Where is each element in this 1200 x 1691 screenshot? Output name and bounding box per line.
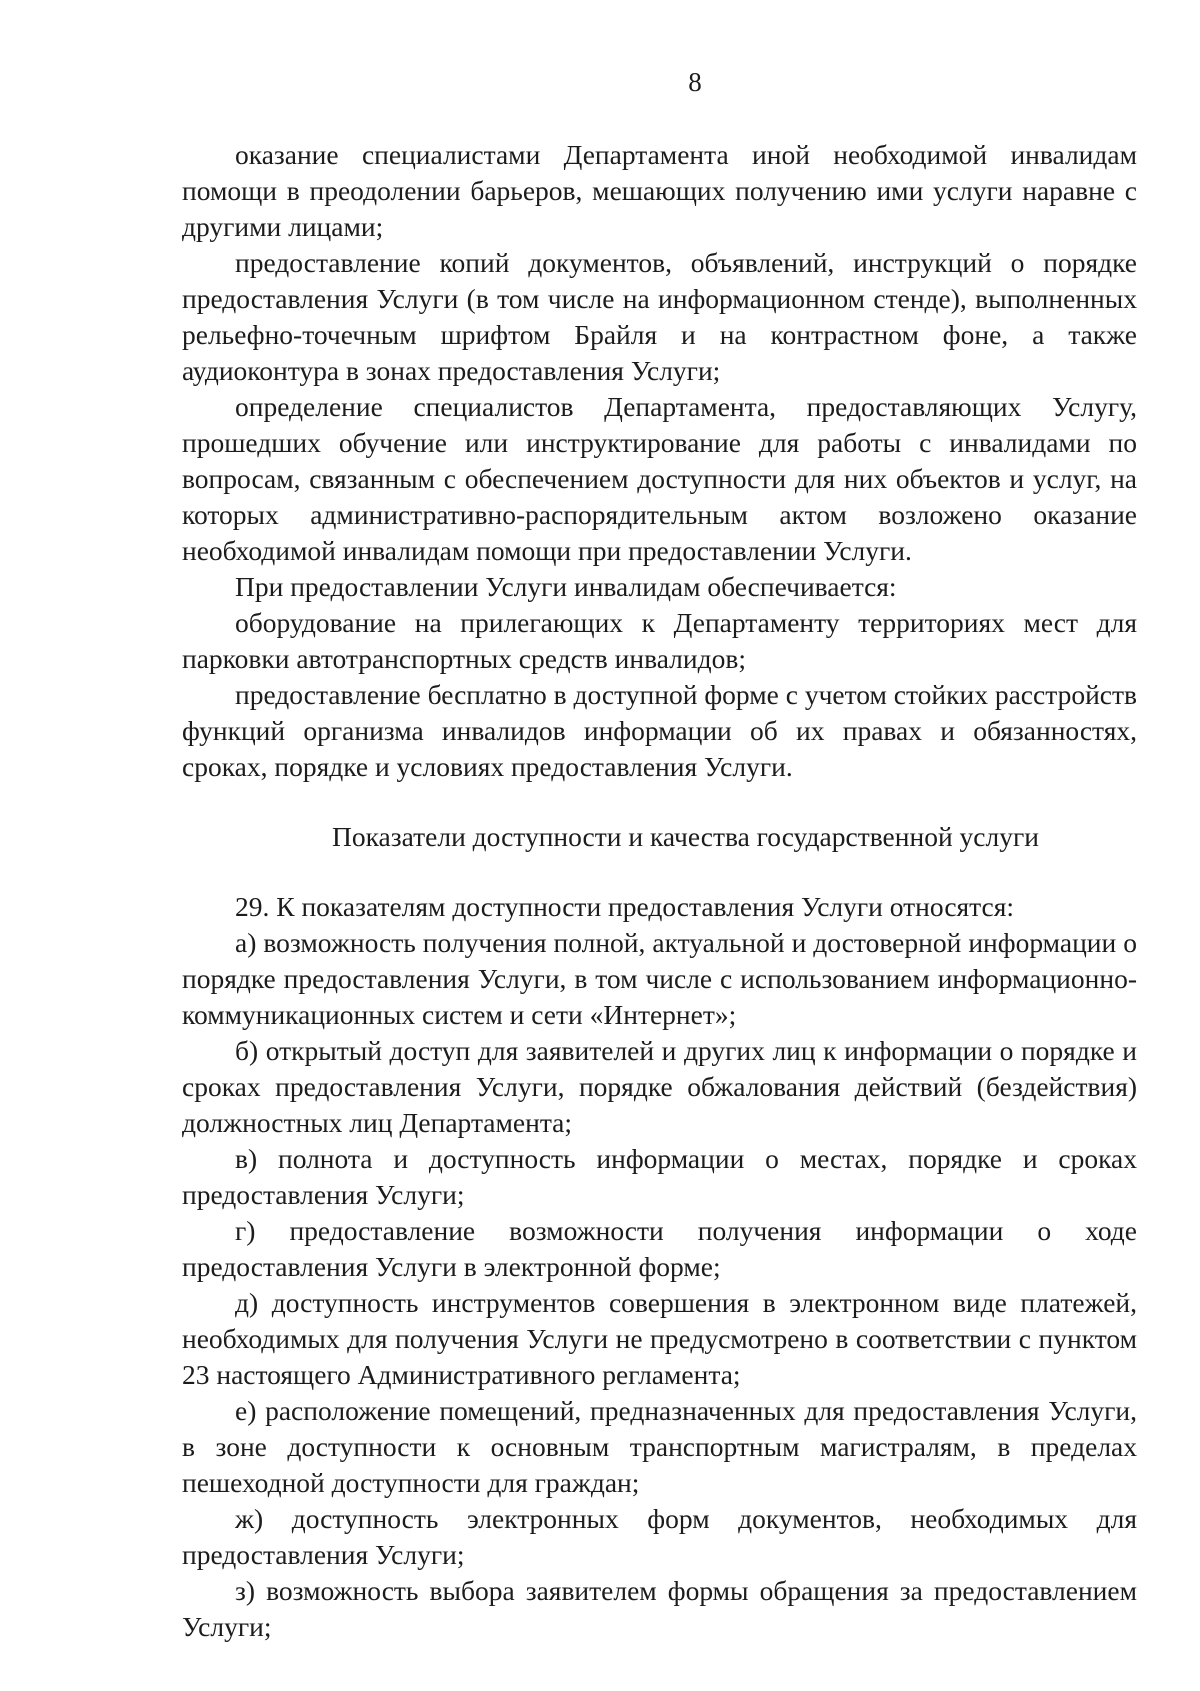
document-body — [182, 137, 1137, 1645]
paragraph-assistance: оказание специалистами Департамента иной необходимой инвалидам помощи в преодолении барьеров, мешающих получению ими услуги наравне с другими лицами; — [182, 139, 1137, 242]
list-item-z: з) возможность выбора заявителем формы обращения за предоставлением Услуги; — [182, 1575, 1137, 1642]
list-item-a: а) возможность получения полной, актуальной и достоверной информации о порядке предоставления Услуги, в том числе с использованием информационно-коммуникационных систем и сети «Интернет»; — [182, 927, 1137, 1030]
list-item-d: д) доступность инструментов совершения в электронном виде платежей, необходимых для получения Услуги не предусмотрено в соответствии с пунктом 23 настоящего Административного регламента; — [182, 1287, 1137, 1390]
list-item-g: г) предоставление возможности получения информации о ходе предоставления Услуги в электронной форме; — [182, 1215, 1137, 1282]
list-item-v: в) полнота и доступность информации о местах, порядке и сроках предоставления Услуги; — [182, 1143, 1137, 1210]
paragraph-disabled-provision-intro: При предоставлении Услуги инвалидам обеспечивается: — [235, 571, 897, 602]
paragraph-free-information: предоставление бесплатно в доступной форме с учетом стойких расстройств функций организма инвалидов информации об их правах и обязанностях, сроках, порядке и условиях предоставления Услуги. — [182, 679, 1137, 782]
paragraph-parking: оборудование на прилегающих к Департаменту территориях мест для парковки автотранспортных средств инвалидов; — [182, 607, 1137, 674]
list-item-b: б) открытый доступ для заявителей и других лиц к информации о порядке и сроках предоставления Услуги, порядке обжалования действий (бездействия) должностных лиц Департамента; — [182, 1035, 1137, 1138]
paragraph-item-29: 29. К показателям доступности предоставления Услуги относятся: — [235, 891, 1015, 922]
list-item-zh: ж) доступность электронных форм документов, необходимых для предоставления Услуги; — [182, 1503, 1137, 1570]
paragraph-trained-specialists: определение специалистов Департамента, предоставляющих Услугу, прошедших обучение или инструктирование для работы с инвалидами по вопросам, связанным с обеспечением доступности для них объектов и услуг, на которых административно-распорядительным актом возложено оказание необходимой инвалидам помощи при предоставлении Услуги. — [182, 391, 1137, 566]
section-heading: Показатели доступности и качества государственной услуги — [332, 821, 1039, 852]
list-item-e: е) расположение помещений, предназначенных для предоставления Услуги, в зоне доступности к основным транспортным магистралям, в пределах пешеходной доступности для граждан; — [182, 1395, 1137, 1498]
page-number: 8 — [688, 67, 702, 97]
paragraph-braille-copies: предоставление копий документов, объявлений, инструкций о порядке предоставления Услуги (в том числе на информационном стенде), выполненных рельефно-точечным шрифтом Брайля и на контрастном фоне, а также аудиоконтура в зонах предоставления Услуги; — [182, 247, 1137, 386]
